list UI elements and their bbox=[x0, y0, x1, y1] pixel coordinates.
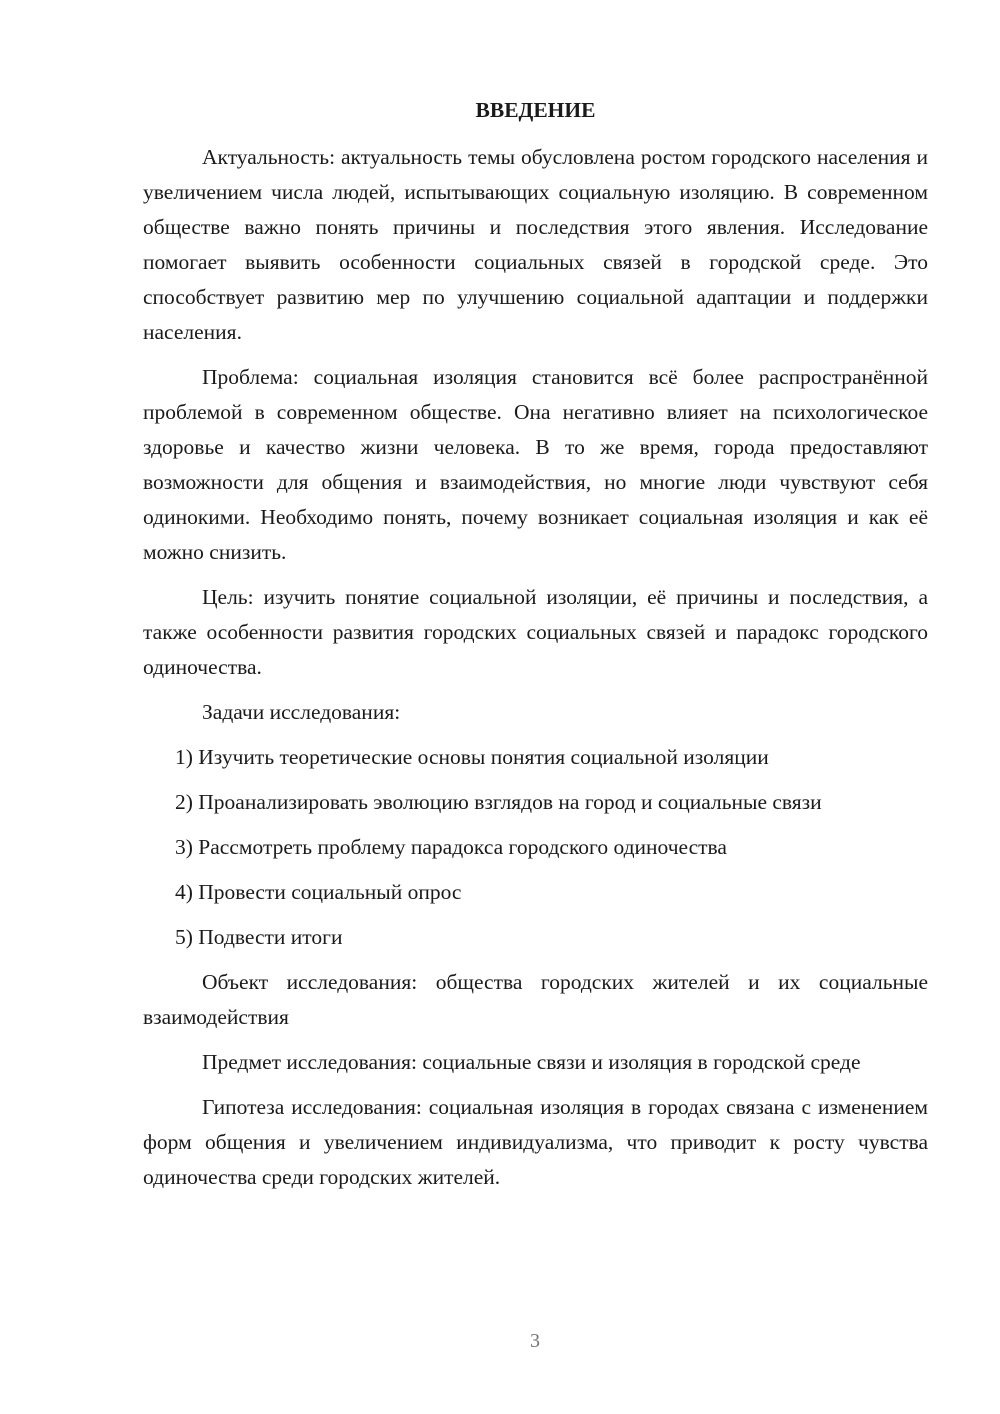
paragraph-hypothesis: Гипотеза исследования: социальная изоляция в городах связана с изменением форм общения и увеличением индивидуализма, что приводит к росту чувства одиночества среди городских жителей. bbox=[143, 1095, 928, 1189]
page-number: 3 bbox=[530, 1330, 540, 1352]
paragraph-goal: Цель: изучить понятие социальной изоляции, её причины и последствия, а также особенности развития городских социальных связей и парадокс городского одиночества. bbox=[143, 585, 928, 679]
paragraph-subject: Предмет исследования: социальные связи и изоляция в городской среде bbox=[202, 1050, 861, 1074]
page-title: ВВЕДЕНИЕ bbox=[475, 98, 596, 122]
task-item-4: 4) Провести социальный опрос bbox=[175, 880, 462, 904]
paragraph-relevance: Актуальность: актуальность темы обусловлена ростом городского населения и увеличением числа людей, испытывающих социальную изоляцию. В современном обществе важно понять причины и последствия этого явления. Исследование помогает выявить особенности социальных связей в городской среде. Это способствует развитию мер по улучшению социальной адаптации и поддержки населения. bbox=[143, 145, 928, 344]
task-item-3: 3) Рассмотреть проблему парадокса городского одиночества bbox=[175, 835, 727, 859]
task-item-1: 1) Изучить теоретические основы понятия социальной изоляции bbox=[175, 745, 769, 769]
task-item-2: 2) Проанализировать эволюцию взглядов на город и социальные связи bbox=[175, 790, 822, 814]
tasks-heading: Задачи исследования: bbox=[202, 700, 401, 724]
paragraph-object: Объект исследования: общества городских жителей и их социальные взаимодействия bbox=[143, 970, 928, 1029]
task-item-5: 5) Подвести итоги bbox=[175, 925, 343, 949]
document-page bbox=[143, 90, 928, 1205]
paragraph-problem: Проблема: социальная изоляция становится всё более распространённой проблемой в современном обществе. Она негативно влияет на психологическое здоровье и качество жизни человека. В то же время, города предоставляют возможности для общения и взаимодействия, но многие люди чувствуют себя одинокими. Необходимо понять, почему возникает социальная изоляция и как её можно снизить. bbox=[143, 365, 928, 564]
